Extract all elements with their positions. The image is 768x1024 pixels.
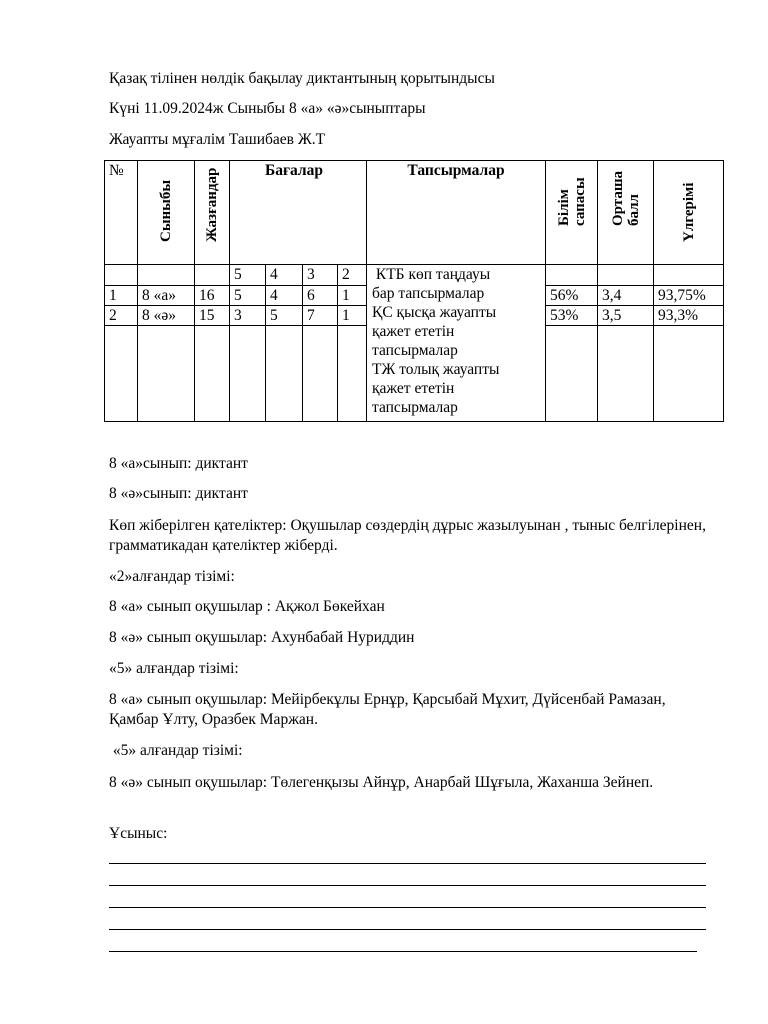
header-tasks: Тапсырмалар: [367, 161, 546, 265]
document-title: Қазақ тілінен нөлдік бақылау диктантының қорытындысы: [109, 70, 495, 87]
header-wrote: Жазғандар: [195, 161, 230, 265]
header-quality: Білім сапасы: [546, 161, 598, 265]
date-class-line: Күні 11.09.2024ж Сыныбы 8 «а» «ә»сыныптары: [109, 100, 426, 117]
list-2-title: «2»алғандар тізімі:: [109, 568, 235, 585]
list-5-class-a: 8 «а» сынып оқушылар: Мейірбекұлы Ернұр, Қарсыбай Мұхит, Дүйсенбай Рамазан, Қамбар Ұлту, Оразбек Маржан.: [109, 691, 666, 728]
suggestion-blank-lines: [109, 842, 706, 952]
grade-col-2: 2: [338, 265, 367, 286]
list-5-title-a: «5» алғандар тізімі:: [109, 660, 239, 677]
header-progress: Үлгерімі: [654, 161, 724, 265]
teacher-line: Жауапты мұғалім Ташибаев Ж.Т: [109, 131, 326, 148]
grade-col-5: 5: [230, 265, 266, 286]
summary-line-b: 8 «ә»сынып: диктант: [109, 485, 248, 502]
grade-col-4: 4: [266, 265, 303, 286]
list-2-class-b: 8 «ә» сынып оқушылар: Ахунбабай Нуриддин: [109, 629, 415, 646]
list-5-title-b: «5» алғандар тізімі:: [109, 742, 243, 759]
grade-col-3: 3: [303, 265, 338, 286]
suggestion-label: Ұсыныс:: [109, 825, 168, 842]
table-row: 2 8 «ә» 15 3 5 7 1 53% 3,5 93,3%: [105, 306, 724, 326]
errors-paragraph: Көп жіберілген қателіктер: Оқушылар сөздердің дұрыс жазылуынан , тыныс белгілерінен, грамматикадан қателіктер жіберді.: [109, 517, 706, 554]
list-5-class-b: 8 «ә» сынып оқушылар: Төлегенқызы Айнұр, Анарбай Шұғыла, Жаханша Зейнеп.: [109, 774, 654, 791]
header-class: Сыныбы: [138, 161, 195, 265]
header-grades: Бағалар: [230, 161, 367, 265]
header-avg: Орташа балл: [598, 161, 654, 265]
header-num: №: [105, 161, 138, 265]
tasks-cell: КТБ көп таңдауы бар тапсырмалар ҚС қысқа жауапты қажет ететін тапсырмалар ТЖ толық жауапты қажет ететін тапсырмалар: [367, 265, 546, 422]
summary-line-a: 8 «а»сынып: диктант: [109, 455, 248, 472]
list-2-class-a: 8 «а» сынып оқушылар : Ақжол Бөкейхан: [109, 598, 385, 615]
table-row: 1 8 «а» 16 5 4 6 1 56% 3,4 93,75%: [105, 286, 724, 306]
results-table: [104, 160, 724, 422]
